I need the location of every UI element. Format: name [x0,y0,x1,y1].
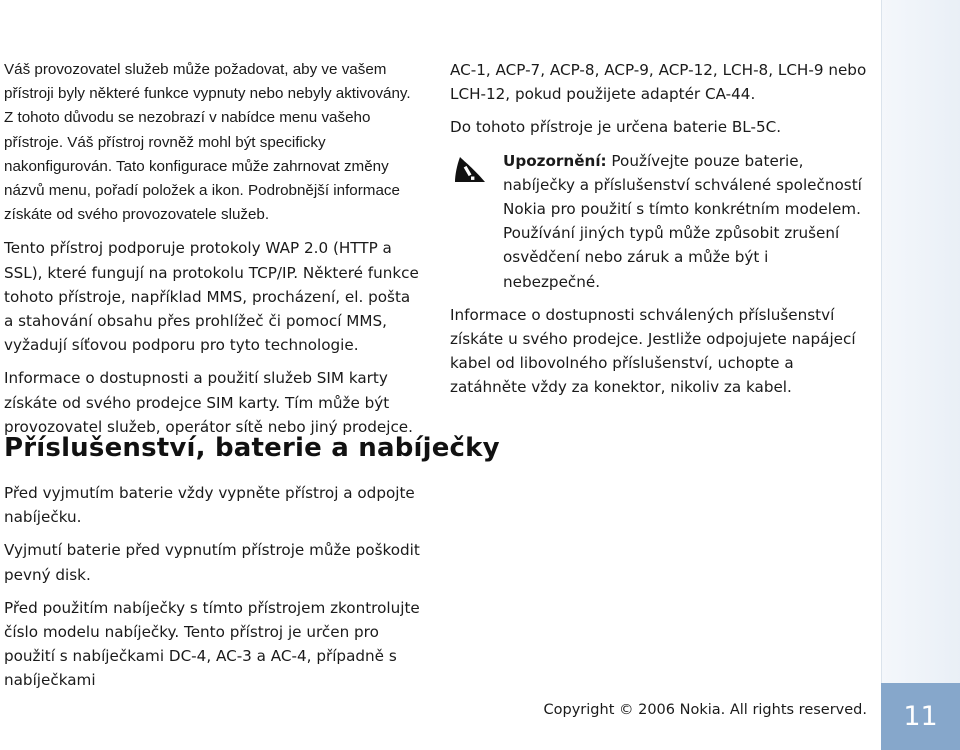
copyright-notice: Copyright © 2006 Nokia. All rights reserved. [543,702,867,718]
section-heading: Příslušenství, baterie a nabíječky [4,433,500,463]
section-body [4,481,434,693]
warning-text [503,149,870,294]
battery-type-paragraph: Do tohoto přístroje je určena baterie BL-5C. [450,118,782,137]
page-number: 11 [881,683,960,750]
wap-paragraph: Tento přístroj podporuje protokoly WAP 2.0 (HTTP a SSL), které fungují na protokolu TCP/IP. Některé funkce tohoto přístroje, například MMS, procházení, el. pošta a stahování obsahu přes prohlížeč či pomocí MMS, vyžadují síťovou podporu pro tyto technologie. [4,239,419,355]
right-column [450,58,870,400]
warning-label: Upozornění: [503,151,607,170]
accessories-paragraph: Informace o dostupnosti schválených příslušenství získáte u svého prodejce. Jestliže odpojujete napájecí kabel od libovolného příslušenství, uchopte a zatáhněte vždy za konektor, nikoliv za kabel. [450,305,856,397]
warning-icon [452,153,488,185]
battery-removal-paragraph: Před vyjmutím baterie vždy vypněte přístroj a odpojte nabíječku. [4,484,415,527]
warning-block [450,149,870,294]
sim-paragraph: Informace o dostupnosti a použití služeb SIM karty získáte od svého prodejce SIM karty. Tím může být provozovatel služeb, operátor sítě nebo jiný prodejce. [4,369,413,436]
intro-paragraph: Váš provozovatel služeb může požadovat, aby ve vašem přístroji byly některé funkce vypnuty nebo nebyly aktivovány. Z tohoto důvodu se nezobrazí v nabídce menu vašeho přístroje. Váš přístroj rovněž mohl být specificky nakonfigurován. Tato konfigurace může zahrnovat změny názvů menu, pořadí položek a ikon. Podrobnější informace získáte od svého provozovatele služeb. [4,61,411,224]
page-margin-band [881,0,960,750]
disk-damage-paragraph: Vyjmutí baterie před vypnutím přístroje může poškodit pevný disk. [4,541,420,584]
charger-models-paragraph: AC-1, ACP-7, ACP-8, ACP-9, ACP-12, LCH-8, LCH-9 nebo LCH-12, pokud použijete adaptér CA-44. [450,61,867,104]
left-column [4,58,424,439]
warning-body: Používejte pouze baterie, nabíječky a příslušenství schválené společností Nokia pro použití s tímto konkrétním modelem. Používání jiných typů může způsobit zrušení osvědčení nebo záruk a může být i nebezpečné. [503,151,862,291]
charger-check-paragraph: Před použitím nabíječky s tímto přístrojem zkontrolujte číslo modelu nabíječky. Tento přístroj je určen pro použití s nabíječkami DC-4, AC-3 a AC-4, případně s nabíječkami [4,598,420,690]
